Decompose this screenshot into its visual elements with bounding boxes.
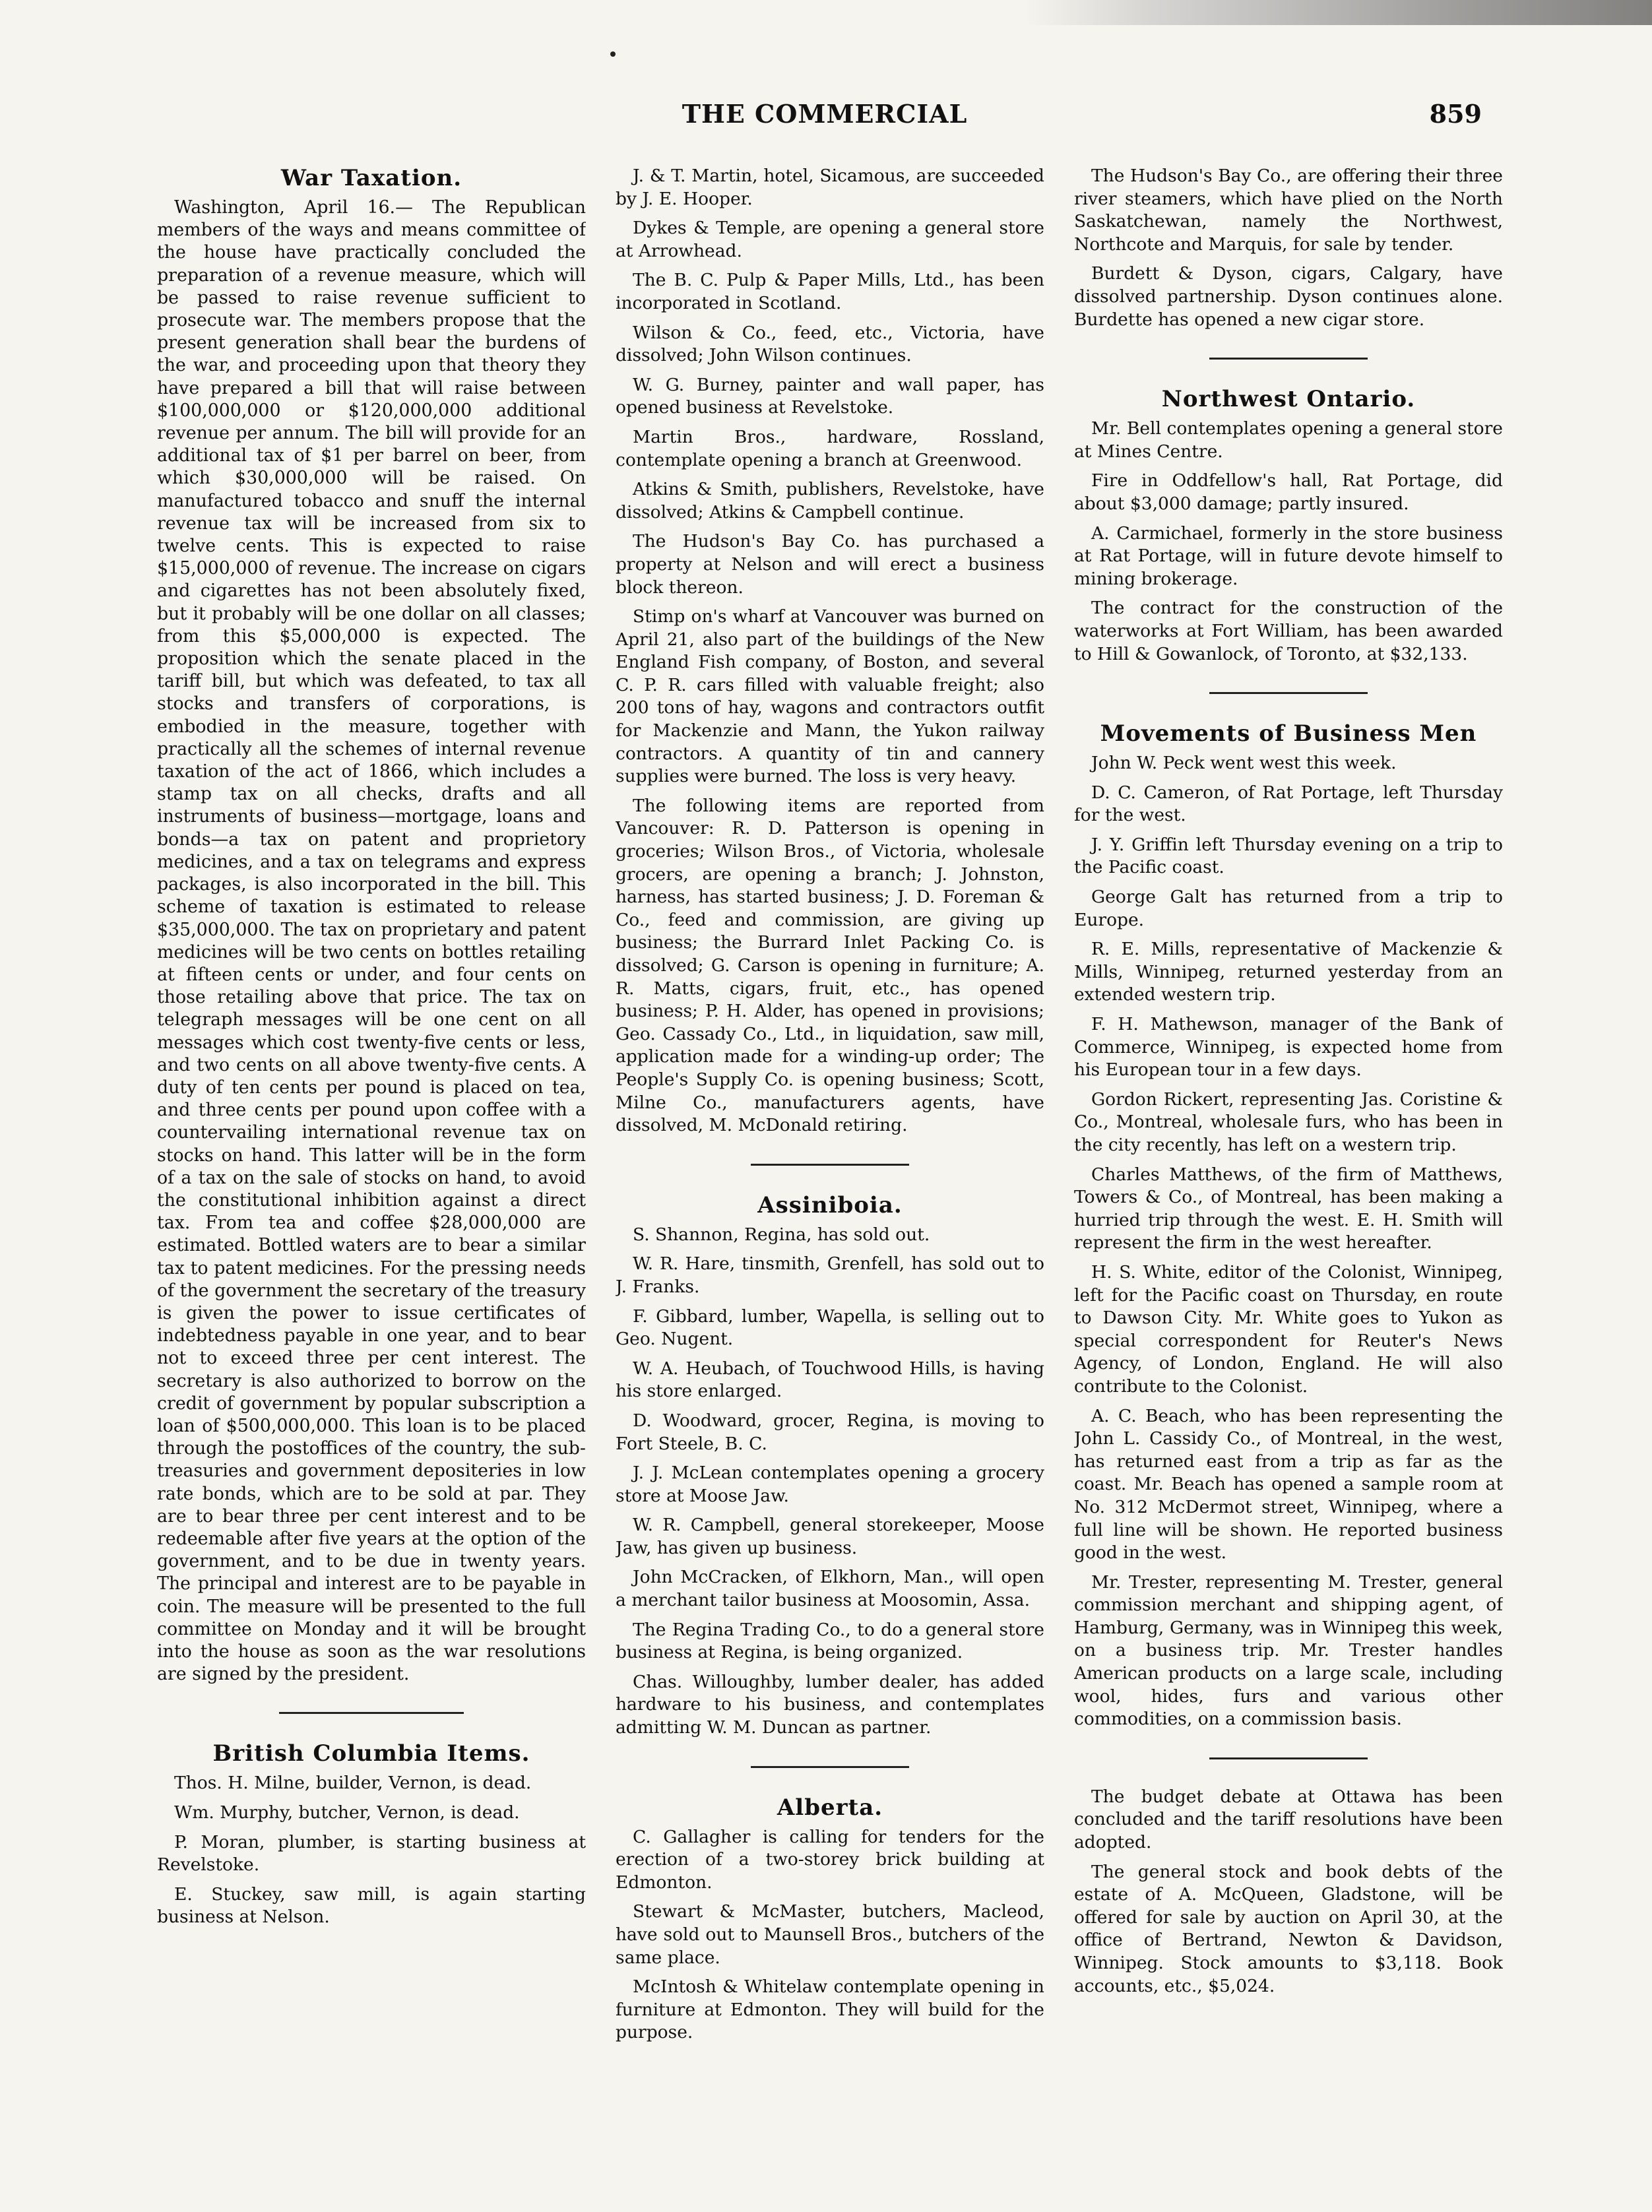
news-item: W. R. Hare, tinsmith, Grenfell, has sold out to J. Franks. bbox=[616, 1253, 1044, 1297]
news-item: Fire in Oddfellow's hall, Rat Portage, did about $3,000 damage; partly insured. bbox=[1074, 470, 1503, 514]
news-item: Gordon Rickert, representing Jas. Coristine & Co., Montreal, wholesale furs, who has been in the city recently, has left on a western trip. bbox=[1074, 1089, 1503, 1155]
news-item: Charles Matthews, of the firm of Matthews, Towers & Co., of Montreal, has been making a hurried trip through the west. E. H. Smith will represent the firm in the west hereafter. bbox=[1074, 1164, 1503, 1253]
news-item: J. & T. Martin, hotel, Sicamous, are succeeded by J. E. Hooper. bbox=[616, 166, 1044, 209]
news-item: The budget debate at Ottawa has been concluded and the tariff resolutions have been adopted. bbox=[1074, 1786, 1503, 1853]
running-head bbox=[0, 99, 1652, 139]
news-item: The Hudson's Bay Co. has purchased a property at Nelson and will erect a business block thereon. bbox=[616, 531, 1044, 598]
news-item: Atkins & Smith, publishers, Revelstoke, have dissolved; Atkins & Campbell continue. bbox=[616, 479, 1044, 522]
column-3 bbox=[1074, 165, 1503, 2184]
news-item: Mr. Trester, representing M. Trester, general commission merchant and shipping agent, of Hamburg, Germany, was in Winnipeg this week, on a business trip. Mr. Trester handles American products on a large scale, including wool, hides, furs and various other commodities, on a commission basis. bbox=[1074, 1571, 1503, 1730]
news-item: John W. Peck went west this week. bbox=[1091, 753, 1397, 774]
news-item: D. C. Cameron, of Rat Portage, left Thursday for the west. bbox=[1074, 782, 1503, 826]
news-item: The general stock and book debts of the estate of A. McQueen, Gladstone, will be offered for sale by auction on April 30, at the office of Bertrand, Newton & Davidson, Winnipeg. Stock amounts to $3,118. Book accounts, etc., $5,024. bbox=[1074, 1861, 1503, 1996]
news-item: The Hudson's Bay Co., are offering their three river steamers, which have plied on the North Saskatchewan, namely the Northwest, Northcote and Marquis, for sale by tender. bbox=[1074, 166, 1503, 255]
news-item: Chas. Willoughby, lumber dealer, has added hardware to his business, and contemplates admitting W. M. Duncan as partner. bbox=[616, 1671, 1044, 1738]
news-item: J. Y. Griffin left Thursday evening on a trip to the Pacific coast. bbox=[1074, 834, 1503, 878]
section-heading-alberta: Alberta. bbox=[777, 1794, 883, 1821]
news-item: The following items are reported from Vancouver: R. D. Patterson is opening in groceries; Wilson Bros., of Victoria, wholesale grocers, are opening a branch; J. Johnston, harness, has started business; J. D. Foreman & Co., feed and commission, are giving up business; the Burrard Inlet Packing Co. is dissolved; G. Carson is opening in furniture; A. R. Matts, cigars, fruit, etc., has opened business; P. H. Alder, has opened in provisions; Geo. Cassady Co., Ltd., in liquidation, saw mill, application made for a winding-up order; The People's Supply Co. is opening business; Scott, Milne Co., manufacturers agents, have dissolved, M. McDonald retiring. bbox=[616, 795, 1044, 1136]
news-item: J. J. McLean contemplates opening a grocery store at Moose Jaw. bbox=[616, 1463, 1044, 1506]
news-item: D. Woodward, grocer, Regina, is moving to Fort Steele, B. C. bbox=[616, 1410, 1044, 1454]
article-columns bbox=[157, 165, 1503, 2184]
news-item: W. R. Campbell, general storekeeper, Moose Jaw, has given up business. bbox=[616, 1515, 1044, 1558]
news-item: A. C. Beach, who has been representing the John L. Cassidy Co., of Montreal, in the west, has returned east from a trip as far as the coast. Mr. Beach has opened a sample room at No. 312 McDermot street, Winnipeg, where a full line will be shown. He reported business good in the west. bbox=[1074, 1405, 1503, 1564]
news-item: Burdett & Dyson, cigars, Calgary, have dissolved partnership. Dyson continues alone. Burdette has opened a new cigar store. bbox=[1074, 263, 1503, 330]
section-divider bbox=[1209, 692, 1368, 694]
news-item: The B. C. Pulp & Paper Mills, Ltd., has been incorporated in Scotland. bbox=[616, 270, 1044, 313]
section-divider bbox=[1209, 358, 1368, 360]
section-heading-british-columbia: British Columbia Items. bbox=[212, 1740, 530, 1767]
running-title: THE COMMERCIAL bbox=[682, 99, 968, 129]
news-item: Wilson & Co., feed, etc., Victoria, have dissolved; John Wilson continues. bbox=[616, 322, 1044, 366]
news-item: R. E. Mills, representative of Mackenzie & Mills, Winnipeg, returned yesterday from an extended western trip. bbox=[1074, 939, 1503, 1005]
news-item: A. Carmichael, formerly in the store business at Rat Portage, will in future devote himself to mining brokerage. bbox=[1074, 522, 1503, 589]
news-item: Martin Bros., hardware, Rossland, contemplate opening a branch at Greenwood. bbox=[616, 426, 1044, 470]
news-item: W. G. Burney, painter and wall paper, has opened business at Revelstoke. bbox=[616, 374, 1044, 418]
section-divider bbox=[751, 1766, 909, 1768]
news-item: McIntosh & Whitelaw contemplate opening in furniture at Edmonton. They will build for the purpose. bbox=[616, 1976, 1044, 2043]
section-divider bbox=[1209, 1757, 1368, 1759]
column-2 bbox=[616, 165, 1044, 2184]
news-item: George Galt has returned from a trip to Europe. bbox=[1074, 887, 1503, 930]
news-item: The Regina Trading Co., to do a general store business at Regina, is being organized. bbox=[616, 1619, 1044, 1663]
news-item: W. A. Heubach, of Touchwood Hills, is having his store enlarged. bbox=[616, 1358, 1044, 1402]
news-item: The contract for the construction of the waterworks at Fort William, has been awarded to Hill & Gowanlock, of Toronto, at $32,133. bbox=[1074, 598, 1503, 664]
section-heading-northwest-ontario: Northwest Ontario. bbox=[1161, 386, 1416, 413]
news-item: John McCracken, of Elkhorn, Man., will open a merchant tailor business at Moosomin, Assa. bbox=[616, 1567, 1044, 1611]
page-number: 859 bbox=[1429, 99, 1482, 129]
article-paragraph: Washington, April 16.— The Republican members of the ways and means committee of the house have practically concluded the preparation of a revenue measure, which will be passed to raise revenue sufficient to prosecute war. The members propose that the present generation shall bear the burdens of the war, and proceeding upon that theory they have prepared a bill that will raise between $100,000,000 or $120,000,000 additional revenue per annum. The bill will provide for an additional tax of $1 per barrel on beer, from which $30,000,000 will be raised. On manufactured tobacco and snuff the internal revenue tax will be increased from six to twelve cents. This is expected to raise $15,000,000 of revenue. The increase on cigars and cigarettes has not been absolutely fixed, but it probably will be one dollar on all classes; from this $5,000,000 is expected. The proposition which the senate placed in the tariff bill, but which was defeated, to tax all stocks and transfers of corporations, is embodied in the measure, together with practically all the schemes of internal revenue taxation of the act of 1866, which includes a stamp tax on all checks, drafts and all instruments of business—mortgage, loans and bonds—a tax on patent and proprietory medicines, and a tax on telegrams and express packages, is also incorporated in the bill. This scheme of taxation is estimated to release $35,000,000. The tax on proprietary and patent medicines will be two cents on bottles retailing at fifteen cents or under, and four cents on those retailing above that price. The tax on telegraph messages will be one cent on all messages which cost twenty-five cents or less, and two cents on all above twenty-five cents. A duty of ten cents per pound is placed on tea, and three cents per pound upon coffee with a countervailing international revenue tax on stocks on hand. This latter will be in the form of a tax on the sale of stocks on hand, to avoid the constitutional inhibition against a direct tax. From tea and coffee $28,000,000 are estimated. Bottled waters are to bear a similar tax to patent medicines. For the pressing needs of the government the secretary of the treasury is given the power to issue certificates of indebtedness payable in one year, and to bear not to exceed three per cent interest. The secretary is also authorized to borrow on the credit of government by popular subscription a loan of $500,000,000. This loan is to be placed through the postoffices of the country, the sub-treasuries and government depositeries in low rate bonds, which are to be sold at par. They are to bear three per cent interest and to be redeemable after five years at the option of the government, and to be due in twenty years. The principal and interest are to be payable in coin. The measure will be presented to the full committee on Monday and it will be brought into the house as soon as the war resolutions are signed by the president. bbox=[157, 197, 586, 1685]
section-heading-war-taxation: War Taxation. bbox=[280, 165, 462, 191]
news-item: S. Shannon, Regina, has sold out. bbox=[633, 1224, 930, 1245]
news-item: Wm. Murphy, butcher, Vernon, is dead. bbox=[174, 1802, 520, 1823]
news-item: F. H. Mathewson, manager of the Bank of Commerce, Winnipeg, is expected home from his European tour in a few days. bbox=[1074, 1014, 1503, 1081]
news-item: C. Gallagher is calling for tenders for the erection of a two-storey brick building at Edmonton. bbox=[616, 1826, 1044, 1893]
news-item: Dykes & Temple, are opening a general store at Arrowhead. bbox=[616, 218, 1044, 261]
news-item: F. Gibbard, lumber, Wapella, is selling out to Geo. Nugent. bbox=[616, 1306, 1044, 1350]
section-heading-movements: Movements of Business Men bbox=[1100, 720, 1477, 747]
news-item: Mr. Bell contemplates opening a general store at Mines Centre. bbox=[1074, 418, 1503, 462]
column-1 bbox=[157, 165, 586, 2184]
news-item: H. S. White, editor of the Colonist, Winnipeg, left for the Pacific coast on Thursday, en route to Dawson City. Mr. White goes to Yukon as special correspondent for Reuter's News Agency, of London, England. He will also contribute to the Colonist. bbox=[1074, 1261, 1503, 1397]
section-divider bbox=[751, 1164, 909, 1166]
news-item: E. Stuckey, saw mill, is again starting business at Nelson. bbox=[157, 1883, 586, 1928]
section-heading-assiniboia: Assiniboia. bbox=[757, 1191, 903, 1218]
news-item: Stimp on's wharf at Vancouver was burned on April 21, also part of the buildings of the New England Fish company, of Boston, and several C. P. R. cars filled with valuable freight; also 200 tons of hay, wagons and contractors outfit for Mackenzie and Mann, the Yukon railway contractors. A quantity of tin and cannery supplies were burned. The loss is very heavy. bbox=[616, 606, 1044, 787]
news-item: Thos. H. Milne, builder, Vernon, is dead. bbox=[174, 1773, 532, 1794]
news-item: Stewart & McMaster, butchers, Macleod, have sold out to Maunsell Bros., butchers of the same place. bbox=[616, 1901, 1044, 1968]
scan-edge-shadow bbox=[1025, 0, 1652, 25]
section-divider bbox=[279, 1712, 464, 1714]
print-speck bbox=[610, 51, 616, 57]
news-item: P. Moran, plumber, is starting business at Revelstoke. bbox=[157, 1831, 586, 1876]
